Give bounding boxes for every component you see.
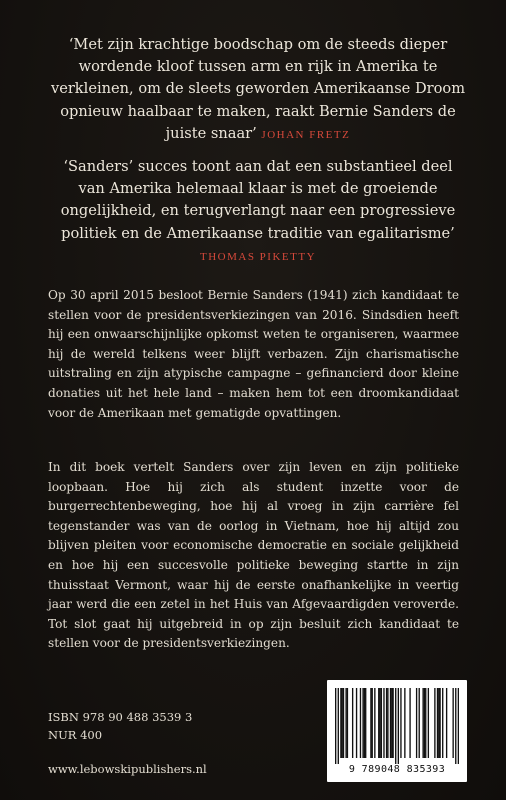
barcode-bar — [374, 688, 375, 758]
publication-info — [48, 708, 192, 744]
barcode-bar — [356, 688, 357, 758]
isbn-number: ISBN 978 90 488 3539 3 — [48, 710, 193, 724]
barcode-bar — [452, 688, 453, 758]
barcode-bar — [400, 688, 401, 758]
barcode-bar — [439, 688, 440, 758]
barcode-bar — [386, 688, 387, 758]
barcode-bar — [395, 688, 396, 764]
barcode-bar — [335, 688, 336, 764]
quote-fretz — [48, 34, 468, 146]
barcode-bar — [391, 688, 392, 758]
quote-piketty — [48, 156, 468, 268]
barcode-bar — [340, 688, 341, 758]
barcode — [327, 680, 467, 782]
barcode-bar — [372, 688, 373, 758]
barcode-bar — [409, 688, 410, 758]
barcode-bar — [352, 688, 353, 758]
barcode-number: 9 789048 835393 — [348, 764, 446, 775]
barcode-bar — [434, 688, 435, 758]
barcode-bar — [438, 688, 439, 758]
barcode-bar — [342, 688, 343, 758]
barcode-bar — [381, 688, 382, 758]
barcode-bar — [455, 688, 456, 764]
barcode-bar — [422, 688, 423, 758]
barcode-bar — [404, 688, 405, 758]
barcode-bar — [424, 688, 425, 758]
barcode-bar — [428, 688, 429, 758]
barcode-bar — [416, 688, 417, 758]
barcode-bar — [345, 688, 346, 758]
barcode-bar — [425, 688, 426, 758]
barcode-bar — [437, 688, 438, 758]
barcode-bar — [360, 688, 361, 758]
barcode-bar — [392, 688, 393, 758]
barcode-bar — [378, 688, 379, 758]
barcode-bar — [379, 688, 380, 758]
quote-text: ‘Sanders’ succes toont aan dat een substantieel deel van Amerika helemaal klaar is met de groeiende ongelijkheid, en terugverlangt naar een progressieve politiek en de Amerikaanse traditie van egalitarisme’ — [60, 158, 456, 242]
barcode-bar — [362, 688, 363, 758]
barcode-bar — [446, 688, 447, 758]
barcode-bar — [370, 688, 371, 758]
barcode-bar — [364, 688, 365, 758]
barcode-bar — [347, 688, 348, 758]
publisher-website: www.lebowskipublishers.nl — [48, 762, 207, 776]
nur-code: NUR 400 — [48, 728, 103, 742]
barcode-bar — [338, 688, 339, 764]
barcode-bar — [343, 688, 344, 758]
quote-author: JOHAN FRETZ — [261, 128, 351, 141]
barcode-bar — [419, 688, 420, 758]
barcode-bar — [458, 688, 459, 764]
barcode-bars — [335, 688, 459, 764]
barcode-bar — [383, 688, 384, 758]
barcode-bar — [365, 688, 366, 758]
blurb-paragraph-2: In dit boek vertelt Sanders over zijn leven en zijn politieke loopbaan. Hoe hij zich als student inzette voor de burgerrechtenbeweging, hoe hij al vroeg in zijn carrière fel tegenstander was van de oorlog in Vietnam, hoe hij altijd zou blijven pleiten voor economische democratie en sociale gelijkheid en hoe hij een succesvolle politieke beweging startte in zijn thuisstaat Vermont, waar hij de eerste onafhankelijke in veertig jaar werd die een zetel in het Huis van Afgevaardigden veroverde. Tot slot gaat hij uitgebreid in op zijn besluit zich kandidaat te stellen voor de presidentsverkiezingen. — [48, 460, 459, 651]
barcode-bar — [398, 688, 399, 764]
quote-author: THOMAS PIKETTY — [199, 250, 317, 263]
barcode-bar — [442, 688, 443, 758]
quote-text: ‘Met zijn krachtige boodschap om de steeds dieper wordende kloof tussen arm en rijk in Amerika te verkleinen, om de sleets geworden Amerikaanse Droom opnieuw haalbaar te maken, raakt Bernie Sanders de juiste snaar’ — [50, 36, 466, 142]
blurb-paragraph-1: Op 30 april 2015 besloot Bernie Sanders (1941) zich kandidaat te stellen voor de presidentsverkiezingen van 2016. Sindsdien heeft hij een onwaarschijnlijke opkomst weten te organiseren, waarmee hij de wereld telkens weer blijft verbazen. Zijn charismatische uitstraling en zijn atypische campagne – gefinancierd door kleine donaties uit het hele land – maken hem tot een droomkandidaat voor de Amerikaan met gematigde opvattingen. — [48, 288, 459, 420]
barcode-bar — [390, 688, 391, 758]
barcode-bar — [387, 688, 388, 758]
